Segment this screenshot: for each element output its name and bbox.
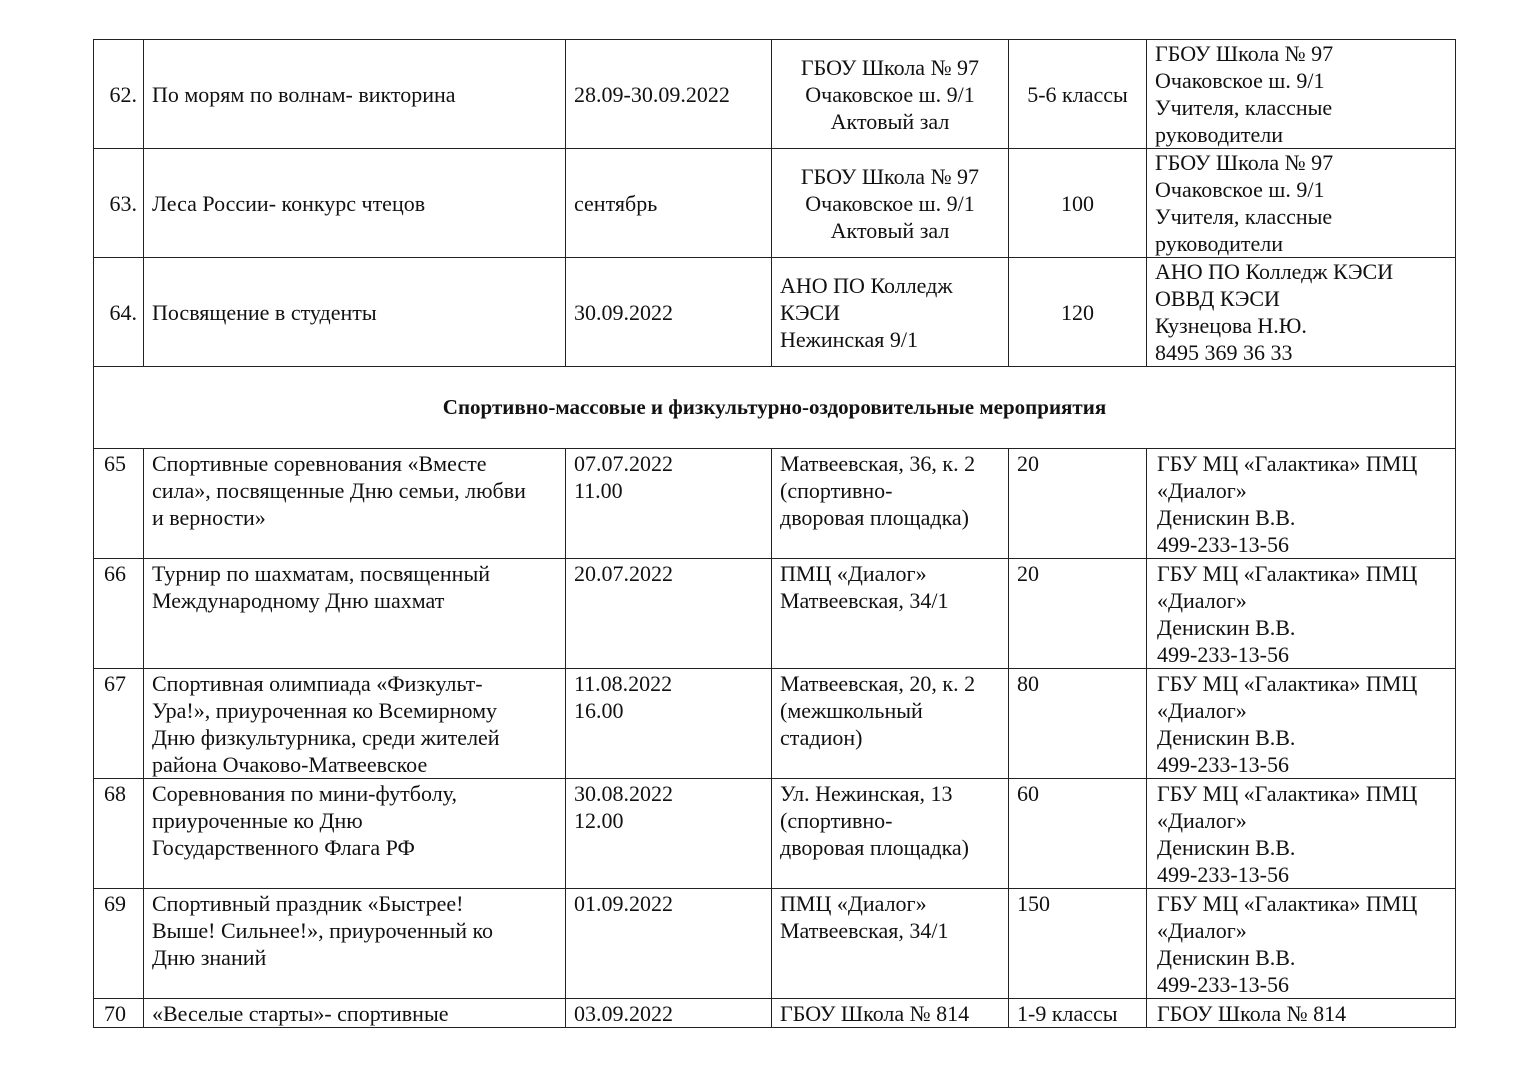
section-heading-row	[94, 367, 1456, 449]
participants-count: 20	[1009, 449, 1147, 559]
participants-count: 5-6 классы	[1009, 40, 1147, 149]
responsible: ГБУ МЦ «Галактика» ПМЦ «Диалог» Денискин В.В. 499-233-13-56	[1147, 449, 1456, 559]
table-row	[94, 449, 1456, 559]
event-date: 11.08.2022 16.00	[566, 669, 772, 779]
event-name: «Веселые старты»- спортивные	[144, 999, 566, 1028]
responsible: ГБОУ Школа № 97 Очаковское ш. 9/1 Учителя, классные руководители	[1147, 149, 1456, 258]
event-date: 03.09.2022	[566, 999, 772, 1028]
table-row	[94, 669, 1456, 779]
participants-count: 60	[1009, 779, 1147, 889]
event-name: Спортивный праздник «Быстрее! Выше! Сильнее!», приуроченный ко Дню знаний	[144, 889, 566, 999]
event-date: сентябрь	[566, 149, 772, 258]
row-number: 62.	[94, 40, 144, 149]
table-row	[94, 149, 1456, 258]
participants-count: 20	[1009, 559, 1147, 669]
event-place: ГБОУ Школа № 97 Очаковское ш. 9/1 Актовый зал	[772, 149, 1009, 258]
responsible: ГБОУ Школа № 814	[1147, 999, 1456, 1028]
event-date: 01.09.2022	[566, 889, 772, 999]
event-place: ПМЦ «Диалог» Матвеевская, 34/1	[772, 559, 1009, 669]
row-number: 65	[94, 449, 144, 559]
responsible: ГБОУ Школа № 97 Очаковское ш. 9/1 Учителя, классные руководители	[1147, 40, 1456, 149]
event-date: 30.08.2022 12.00	[566, 779, 772, 889]
event-name: Соревнования по мини-футболу, приуроченные ко Дню Государственного Флага РФ	[144, 779, 566, 889]
table-row	[94, 999, 1456, 1028]
participants-count: 120	[1009, 258, 1147, 367]
event-place: ГБОУ Школа № 814	[772, 999, 1009, 1028]
event-place: АНО ПО Колледж КЭСИ Нежинская 9/1	[772, 258, 1009, 367]
responsible: ГБУ МЦ «Галактика» ПМЦ «Диалог» Денискин В.В. 499-233-13-56	[1147, 559, 1456, 669]
responsible: ГБУ МЦ «Галактика» ПМЦ «Диалог» Денискин В.В. 499-233-13-56	[1147, 669, 1456, 779]
row-number: 64.	[94, 258, 144, 367]
row-number: 69	[94, 889, 144, 999]
responsible: ГБУ МЦ «Галактика» ПМЦ «Диалог» Денискин В.В. 499-233-13-56	[1147, 889, 1456, 999]
table-row	[94, 258, 1456, 367]
section-title: Спортивно-массовые и физкультурно-оздоровительные мероприятия	[94, 367, 1456, 449]
event-name: Леса России- конкурс чтецов	[144, 149, 566, 258]
event-place: Ул. Нежинская, 13 (спортивно- дворовая площадка)	[772, 779, 1009, 889]
table-row	[94, 40, 1456, 149]
event-name: Турнир по шахматам, посвященный Международному Дню шахмат	[144, 559, 566, 669]
event-place: Матвеевская, 36, к. 2 (спортивно- дворовая площадка)	[772, 449, 1009, 559]
event-date: 30.09.2022	[566, 258, 772, 367]
event-place: Матвеевская, 20, к. 2 (межшкольный стадион)	[772, 669, 1009, 779]
row-number: 68	[94, 779, 144, 889]
participants-count: 80	[1009, 669, 1147, 779]
table-row	[94, 559, 1456, 669]
row-number: 70	[94, 999, 144, 1028]
row-number: 67	[94, 669, 144, 779]
participants-count: 1-9 классы	[1009, 999, 1147, 1028]
event-place: ПМЦ «Диалог» Матвеевская, 34/1	[772, 889, 1009, 999]
participants-count: 150	[1009, 889, 1147, 999]
event-date: 20.07.2022	[566, 559, 772, 669]
participants-count: 100	[1009, 149, 1147, 258]
event-date: 07.07.2022 11.00	[566, 449, 772, 559]
row-number: 66	[94, 559, 144, 669]
event-name: По морям по волнам- викторина	[144, 40, 566, 149]
event-name: Спортивные соревнования «Вместе сила», посвященные Дню семьи, любви и верности»	[144, 449, 566, 559]
responsible: АНО ПО Колледж КЭСИ ОВВД КЭСИ Кузнецова Н.Ю. 8495 369 36 33	[1147, 258, 1456, 367]
responsible: ГБУ МЦ «Галактика» ПМЦ «Диалог» Денискин В.В. 499-233-13-56	[1147, 779, 1456, 889]
table-row	[94, 779, 1456, 889]
event-place: ГБОУ Школа № 97 Очаковское ш. 9/1 Актовый зал	[772, 40, 1009, 149]
table-row	[94, 889, 1456, 999]
row-number: 63.	[94, 149, 144, 258]
event-name: Посвящение в студенты	[144, 258, 566, 367]
event-date: 28.09-30.09.2022	[566, 40, 772, 149]
event-name: Спортивная олимпиада «Физкульт- Ура!», приуроченная ко Всемирному Дню физкультурника, среди жителей района Очаково-Матвеевское	[144, 669, 566, 779]
events-table	[93, 39, 1456, 1028]
